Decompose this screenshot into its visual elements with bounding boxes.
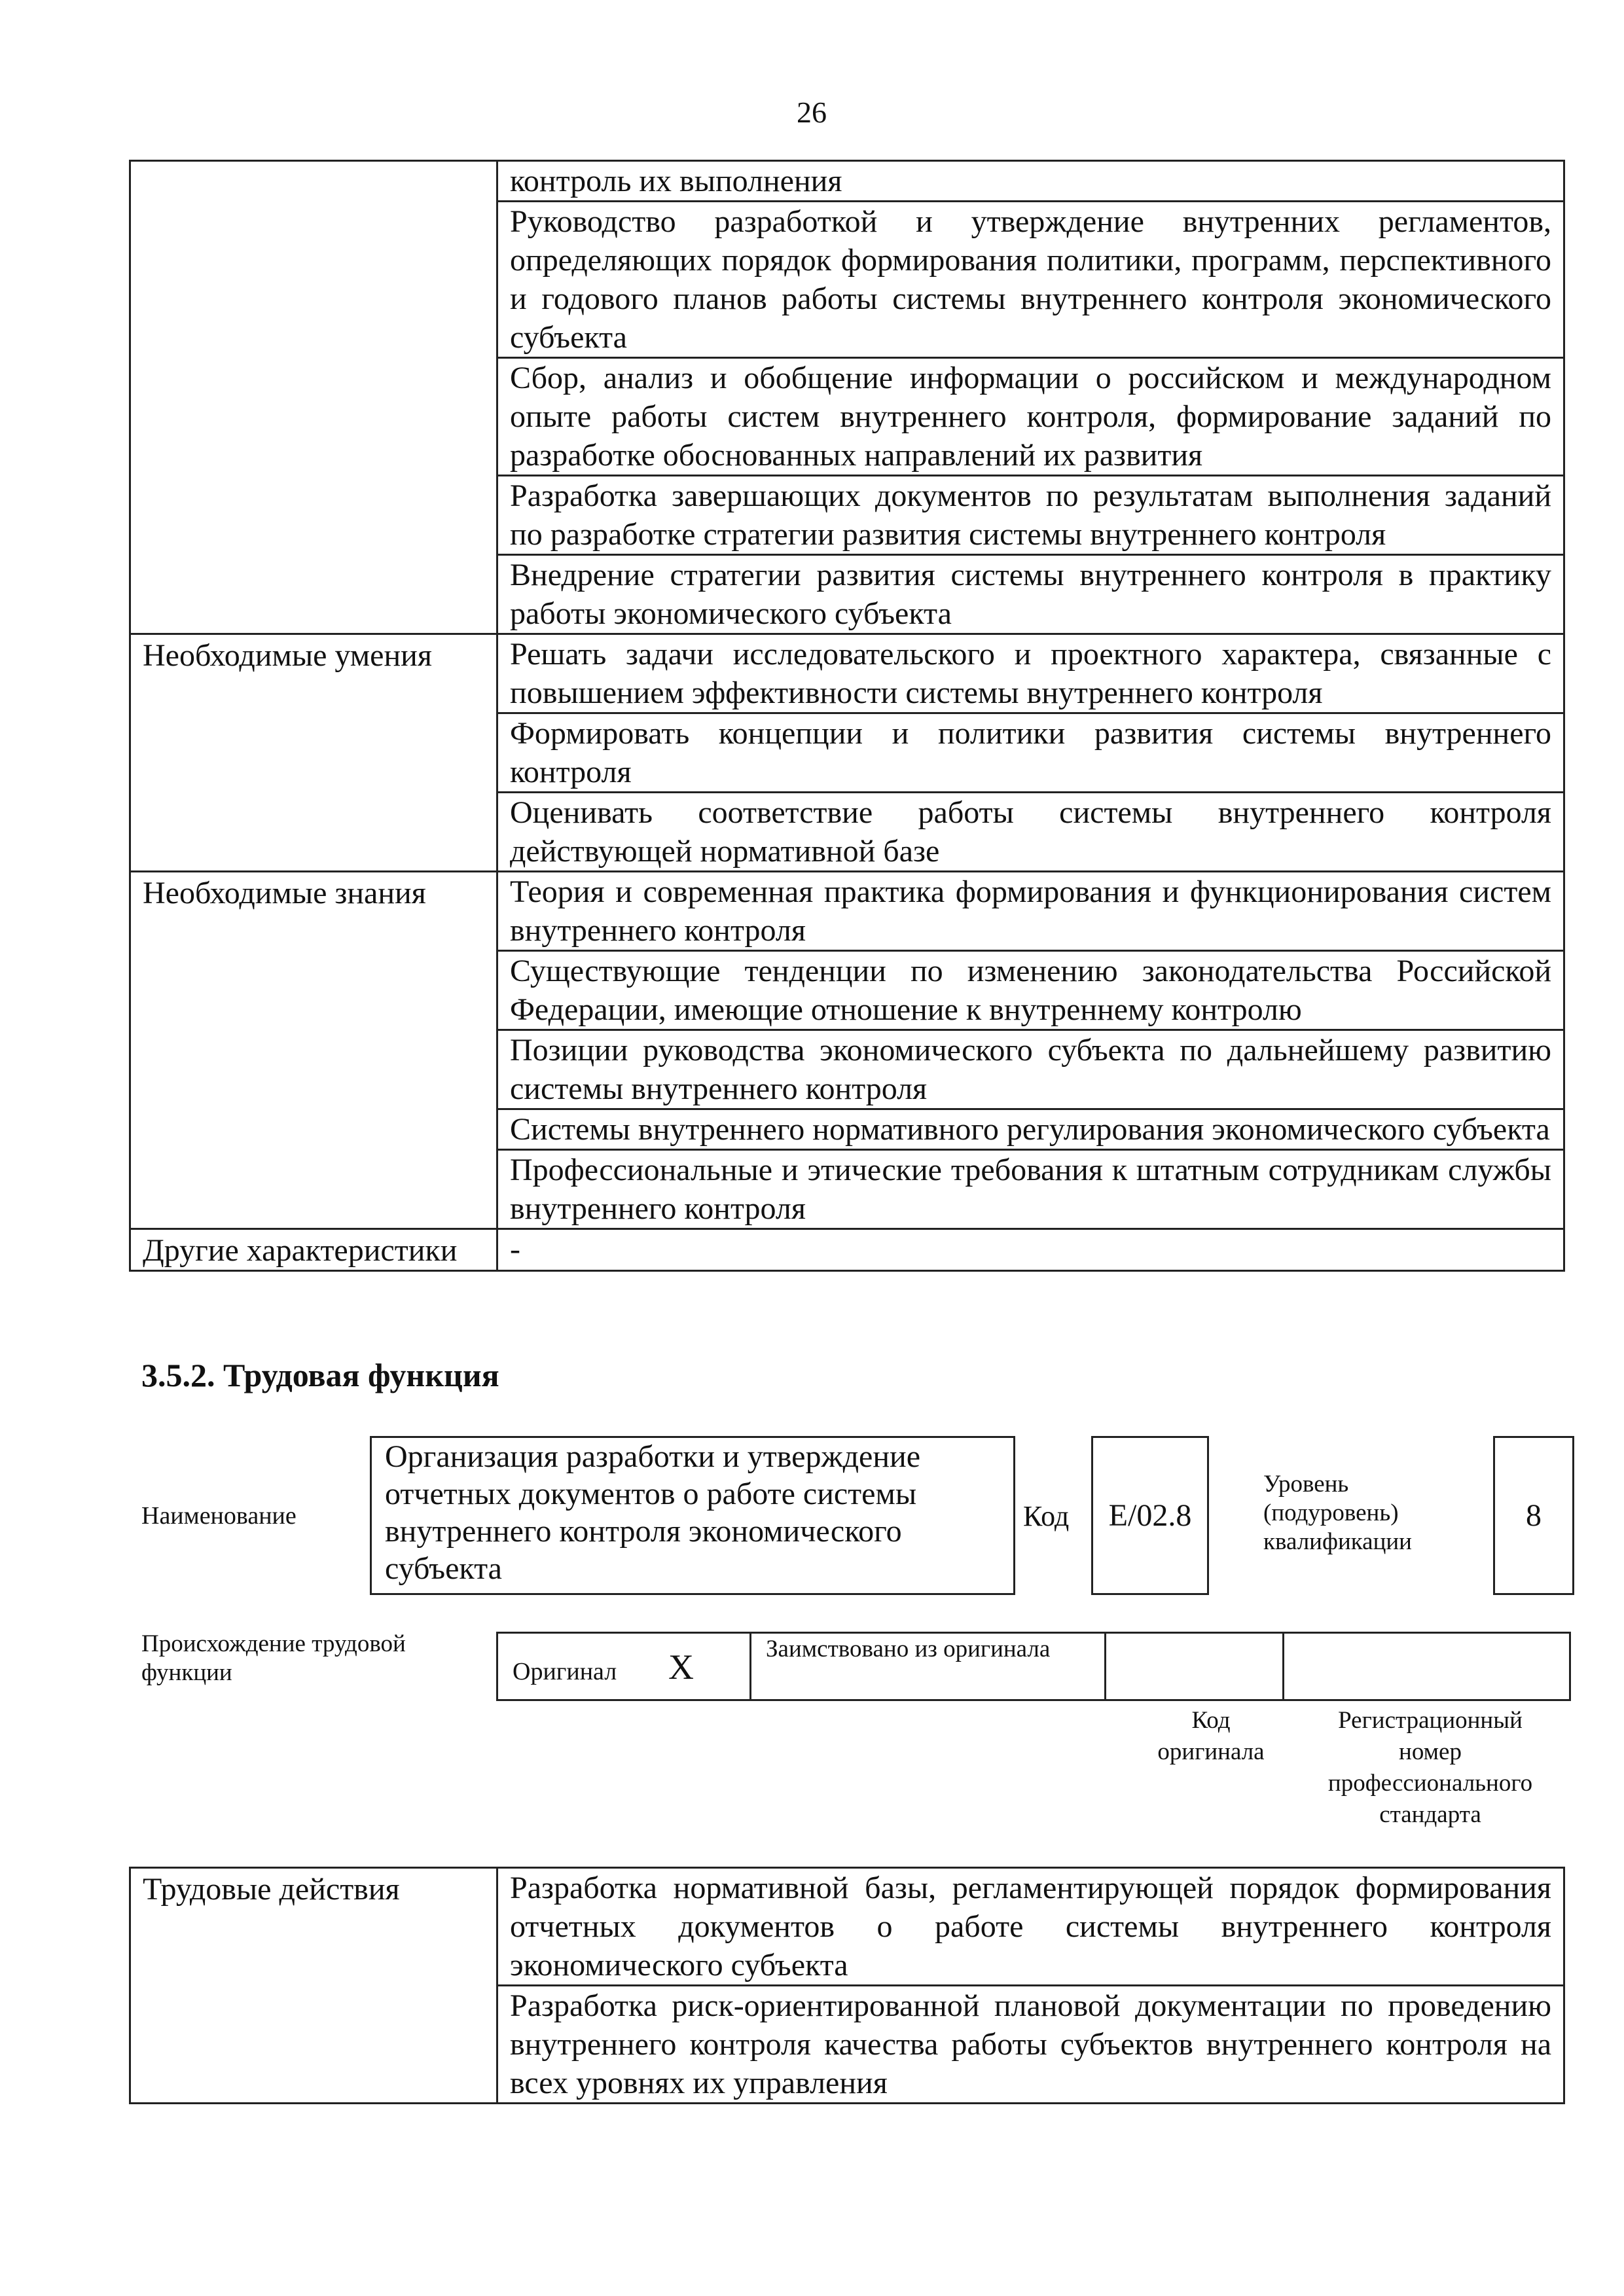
knowledge-label: Необходимые знания [130, 872, 497, 1229]
table-row [130, 1868, 1564, 1986]
requirements-table [129, 160, 1565, 1272]
actions-label: Трудовые действия [130, 1868, 497, 2104]
content-cell: Профессиональные и этические требования к штатным сотрудникам службы внутреннего контроля [497, 1150, 1564, 1229]
level-label: Уровень (подуровень) квалификации [1263, 1471, 1412, 1555]
page-number: 26 [797, 96, 827, 129]
level-value: 8 [1526, 1498, 1542, 1533]
label-cell-empty [130, 161, 497, 634]
content-cell: Формировать концепции и политики развития системы внутреннего контроля [497, 713, 1564, 793]
caption-registration-number: Регистрационный номер профессионального стандарта [1327, 1707, 1533, 1828]
original-cell [498, 1634, 751, 1699]
code-box [1091, 1436, 1209, 1595]
original-code-cell [1106, 1634, 1284, 1699]
origin-label: Происхождение трудовой функции [141, 1630, 406, 1686]
function-name-box [370, 1436, 1015, 1595]
other-label: Другие характеристики [130, 1229, 497, 1271]
registration-number-cell [1284, 1634, 1569, 1699]
code-value: E/02.8 [1108, 1498, 1192, 1533]
table-row [130, 161, 1564, 202]
content-cell: Руководство разработкой и утверждение внутренних регламентов, определяющих порядок формирования политики, программ, перспективного и годового планов работы системы внутреннего контроля экономического субъекта [497, 202, 1564, 358]
section-heading: 3.5.2. Трудовая функция [141, 1357, 499, 1393]
name-label: Наименование [141, 1502, 297, 1530]
level-box [1493, 1436, 1574, 1595]
labor-actions-table [129, 1867, 1565, 2104]
content-cell: Разработка нормативной базы, регламентирующей порядок формирования отчетных документов о работе системы внутреннего контроля экономического субъекта [497, 1868, 1564, 1986]
original-mark: X [668, 1647, 694, 1687]
other-value: - [497, 1229, 1564, 1271]
code-label: Код [1023, 1500, 1070, 1532]
origin-row [496, 1632, 1571, 1701]
function-name-value: Организация разработки и утверждение отчетных документов о работе системы внутреннего контроля экономического субъекта [385, 1439, 921, 1586]
table-row [130, 634, 1564, 713]
content-cell: Теория и современная практика формирования и функционирования систем внутреннего контроля [497, 872, 1564, 951]
skills-label: Необходимые умения [130, 634, 497, 872]
borrowed-label: Заимствовано из оригинала [766, 1636, 1051, 1662]
content-cell: Системы внутреннего нормативного регулирования экономического субъекта [497, 1109, 1564, 1150]
content-cell: Внедрение стратегии развития системы внутреннего контроля в практику работы экономического субъекта [497, 555, 1564, 634]
table-row [130, 1229, 1564, 1271]
caption-original-code: Код оригинала [1157, 1707, 1265, 1765]
borrowed-cell [751, 1634, 1106, 1699]
content-cell: Позиции руководства экономического субъекта по дальнейшему развитию системы внутреннего контроля [497, 1030, 1564, 1109]
original-label: Оригинал [513, 1658, 617, 1685]
content-cell: Разработка завершающих документов по результатам выполнения заданий по разработке стратегии развития системы внутреннего контроля [497, 476, 1564, 555]
content-cell: Оценивать соответствие работы системы внутреннего контроля действующей нормативной базе [497, 793, 1564, 872]
content-cell: контроль их выполнения [497, 161, 1564, 202]
table-row [130, 872, 1564, 951]
content-cell: Сбор, анализ и обобщение информации о российском и международном опыте работы систем внутреннего контроля, формирование заданий по разработке обоснованных направлений их развития [497, 358, 1564, 476]
content-cell: Решать задачи исследовательского и проектного характера, связанные с повышением эффективности системы внутреннего контроля [497, 634, 1564, 713]
content-cell: Существующие тенденции по изменению законодательства Российской Федерации, имеющие отношение к внутреннему контролю [497, 951, 1564, 1030]
content-cell: Разработка риск-ориентированной плановой документации по проведению внутреннего контроля качества работы субъектов внутреннего контроля на всех уровнях их управления [497, 1986, 1564, 2104]
